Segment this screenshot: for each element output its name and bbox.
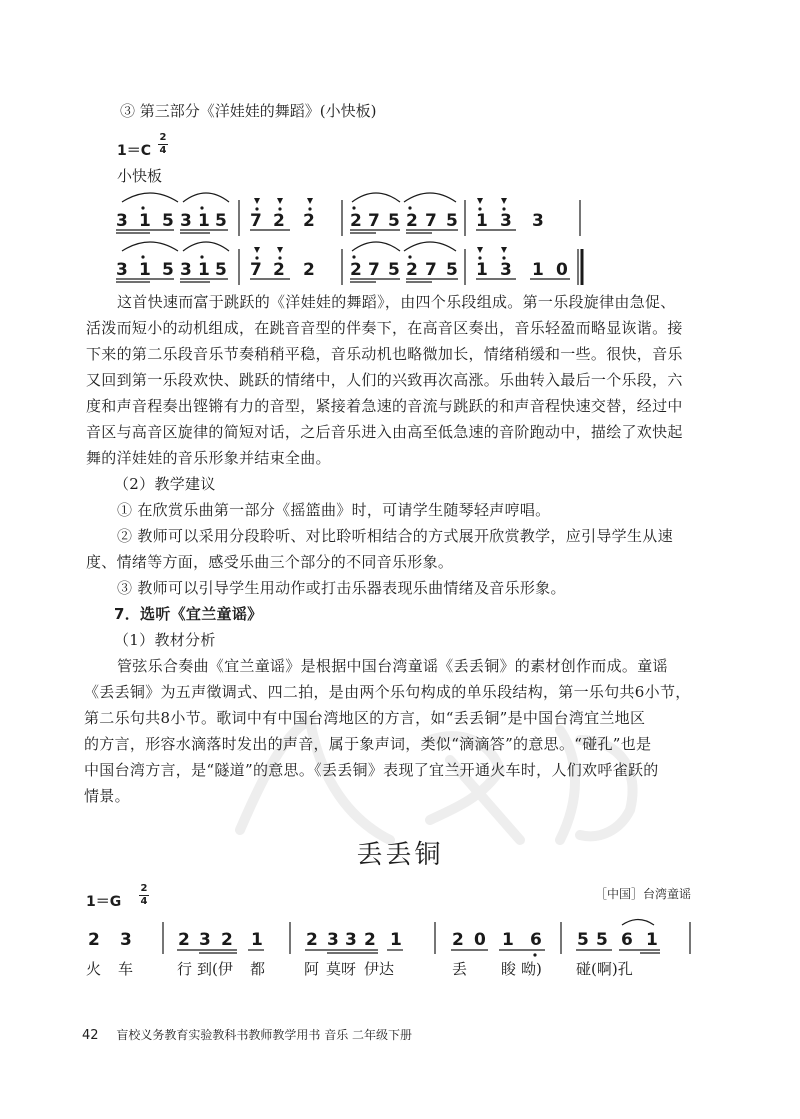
paragraph-line: 第二乐句共8小节。歌词中有中国台湾地区的方言，如“丢丢铜”是中国台湾宜兰地区 <box>84 709 646 727</box>
svg-text:2: 2 <box>273 211 285 231</box>
svg-text:3: 3 <box>500 211 512 231</box>
teaching-item-3: ③ 教师可以引导学生用动作或打击乐器表现乐曲情绪及音乐形象。 <box>117 579 566 597</box>
paragraph-line: 的方言，形容水滴落时发出的声音，属于象声词，类似“滴滴答”的意思。“碰孔”也是 <box>84 735 652 753</box>
lyric-word: 丢 <box>452 960 468 978</box>
teaching-heading: （2）教学建议 <box>114 475 216 493</box>
lyric-word: 阿 <box>304 960 320 978</box>
teaching-item-2-line-2: 度、情绪等方面，感受乐曲三个部分的不同音乐形象。 <box>86 553 454 571</box>
svg-text:5: 5 <box>446 211 458 231</box>
section-7-subheading: （1）教材分析 <box>114 631 216 649</box>
score1-tempo: 小快板 <box>117 167 163 185</box>
section-heading: ③ 第三部分《洋娃娃的舞蹈》(小快板) <box>120 102 377 120</box>
svg-text:1: 1 <box>476 260 488 280</box>
svg-text:2: 2 <box>350 260 362 280</box>
svg-text:5: 5 <box>215 260 227 280</box>
page-number: 42 <box>82 1028 99 1043</box>
svg-text:2: 2 <box>350 211 362 231</box>
paragraph-line: 这首快速而富于跳跃的《洋娃娃的舞蹈》，由四个乐段组成。第一乐段旋律由急促、 <box>117 293 676 311</box>
svg-text:2: 2 <box>221 930 233 950</box>
svg-text:2: 2 <box>364 930 376 950</box>
svg-text:1: 1 <box>532 260 544 280</box>
svg-text:2: 2 <box>452 930 464 950</box>
svg-text:5: 5 <box>596 930 608 950</box>
svg-text:3: 3 <box>532 211 544 231</box>
svg-text:6: 6 <box>530 930 542 950</box>
svg-text:1: 1 <box>198 260 210 280</box>
song-title: 丢丢铜 <box>356 840 444 870</box>
svg-text:7: 7 <box>250 211 262 231</box>
svg-text:7: 7 <box>368 211 380 231</box>
svg-text:5: 5 <box>577 930 589 950</box>
svg-text:7: 7 <box>425 260 437 280</box>
paragraph-line: 情景。 <box>84 787 130 805</box>
svg-text:3: 3 <box>345 930 357 950</box>
svg-text:0: 0 <box>556 260 568 280</box>
svg-text:3: 3 <box>116 211 128 231</box>
svg-text:5: 5 <box>388 211 400 231</box>
svg-text:5: 5 <box>446 260 458 280</box>
svg-text:2: 2 <box>178 930 190 950</box>
svg-text:3: 3 <box>199 930 211 950</box>
svg-text:7: 7 <box>250 260 262 280</box>
svg-text:1: 1 <box>139 211 151 231</box>
svg-text:5: 5 <box>215 211 227 231</box>
score1-key: 1＝C <box>117 143 152 159</box>
lyric-word: 都 <box>250 960 266 978</box>
svg-text:2: 2 <box>273 260 285 280</box>
svg-text:1: 1 <box>390 930 402 950</box>
svg-text:7: 7 <box>368 260 380 280</box>
svg-text:2: 2 <box>303 260 315 280</box>
svg-text:3: 3 <box>120 930 132 950</box>
svg-text:2: 2 <box>88 930 100 950</box>
svg-text:5: 5 <box>388 260 400 280</box>
score1-time-signature: 2 4 <box>159 132 167 156</box>
song-attribution: ［中国］台湾童谣 <box>595 887 692 901</box>
svg-text:2: 2 <box>303 211 315 231</box>
paragraph-line: 度和声音程奏出铿锵有力的音型，紧接着急速的音流与跳跃的和声音程快速交替，经过中 <box>86 397 683 415</box>
paragraph-line: 音区与高音区旋律的简短对话，之后音乐进入由高至低急速的音阶跑动中，描绘了欢快起 <box>86 423 683 441</box>
svg-text:2: 2 <box>406 260 418 280</box>
lyric-word: 睃 <box>501 960 517 978</box>
paragraph-line: 中国台湾方言，是“隧道”的意思。《丢丢铜》表现了宜兰开通火车时，人们欢呼雀跃的 <box>84 761 659 779</box>
lyric-word: 行 <box>177 960 193 978</box>
svg-text:3: 3 <box>180 211 192 231</box>
svg-text:5: 5 <box>162 260 174 280</box>
svg-text:1: 1 <box>502 930 514 950</box>
page-footer <box>82 1026 412 1043</box>
svg-text:0: 0 <box>474 930 486 950</box>
lyric-word: 伊达 <box>364 960 395 978</box>
svg-text:3: 3 <box>180 260 192 280</box>
svg-text:3: 3 <box>500 260 512 280</box>
paragraph-line: 《丢丢铜》为五声徵调式、四二拍，是由两个乐句构成的单乐段结构，第一乐句共6小节， <box>84 683 691 701</box>
paragraph-line: 管弦乐合奏曲《宜兰童谣》是根据中国台湾童谣《丢丢铜》的素材创作而成。童谣 <box>117 657 668 675</box>
svg-text:1: 1 <box>646 930 658 950</box>
paragraph-line: 活泼而短小的动机组成，在跳音音型的伴奏下，在高音区奏出，音乐轻盈而略显诙谐。接 <box>86 319 683 337</box>
lyric-word: 车 <box>118 960 134 978</box>
paragraph-line: 又回到第一乐段欢快、跳跃的情绪中，人们的兴致再次高涨。乐曲转入最后一个乐段，六 <box>86 371 683 389</box>
book-title: 盲校义务教育实验教科书教师教学用书 音乐 二年级下册 <box>116 1028 413 1042</box>
svg-text:5: 5 <box>162 211 174 231</box>
paragraph-line: 下来的第二乐段音乐节奏稍稍平稳，音乐动机也略微加长，情绪稍缓和一些。很快，音乐 <box>86 345 683 363</box>
song-time-signature: 2 4 <box>140 883 148 907</box>
lyric-word: 呦) <box>521 960 542 978</box>
paragraph-line: 舞的洋娃娃的音乐形象并结束全曲。 <box>86 449 331 467</box>
section-7-heading: 7．选听《宜兰童谣》 <box>114 605 263 623</box>
svg-text:1: 1 <box>476 211 488 231</box>
song-key: 1＝G <box>86 894 122 910</box>
lyric-word: 火 <box>86 960 102 978</box>
svg-text:1: 1 <box>139 260 151 280</box>
svg-text:3: 3 <box>116 260 128 280</box>
teaching-item-1: ① 在欣赏乐曲第一部分《摇篮曲》时，可请学生随琴轻声哼唱。 <box>117 501 551 519</box>
lyric-word: 莫呀 <box>326 960 357 978</box>
svg-text:6: 6 <box>621 930 633 950</box>
svg-text:1: 1 <box>251 930 263 950</box>
svg-text:1: 1 <box>198 211 210 231</box>
lyric-word: 碰(啊)孔 <box>576 960 633 978</box>
lyric-word: 到(伊 <box>197 960 233 978</box>
svg-text:2: 2 <box>406 211 418 231</box>
svg-text:2: 2 <box>306 930 318 950</box>
teaching-item-2-line-1: ② 教师可以采用分段聆听、对比聆听相结合的方式展开欣赏教学，应引导学生从速 <box>117 527 673 545</box>
svg-text:3: 3 <box>327 930 339 950</box>
svg-text:7: 7 <box>425 211 437 231</box>
